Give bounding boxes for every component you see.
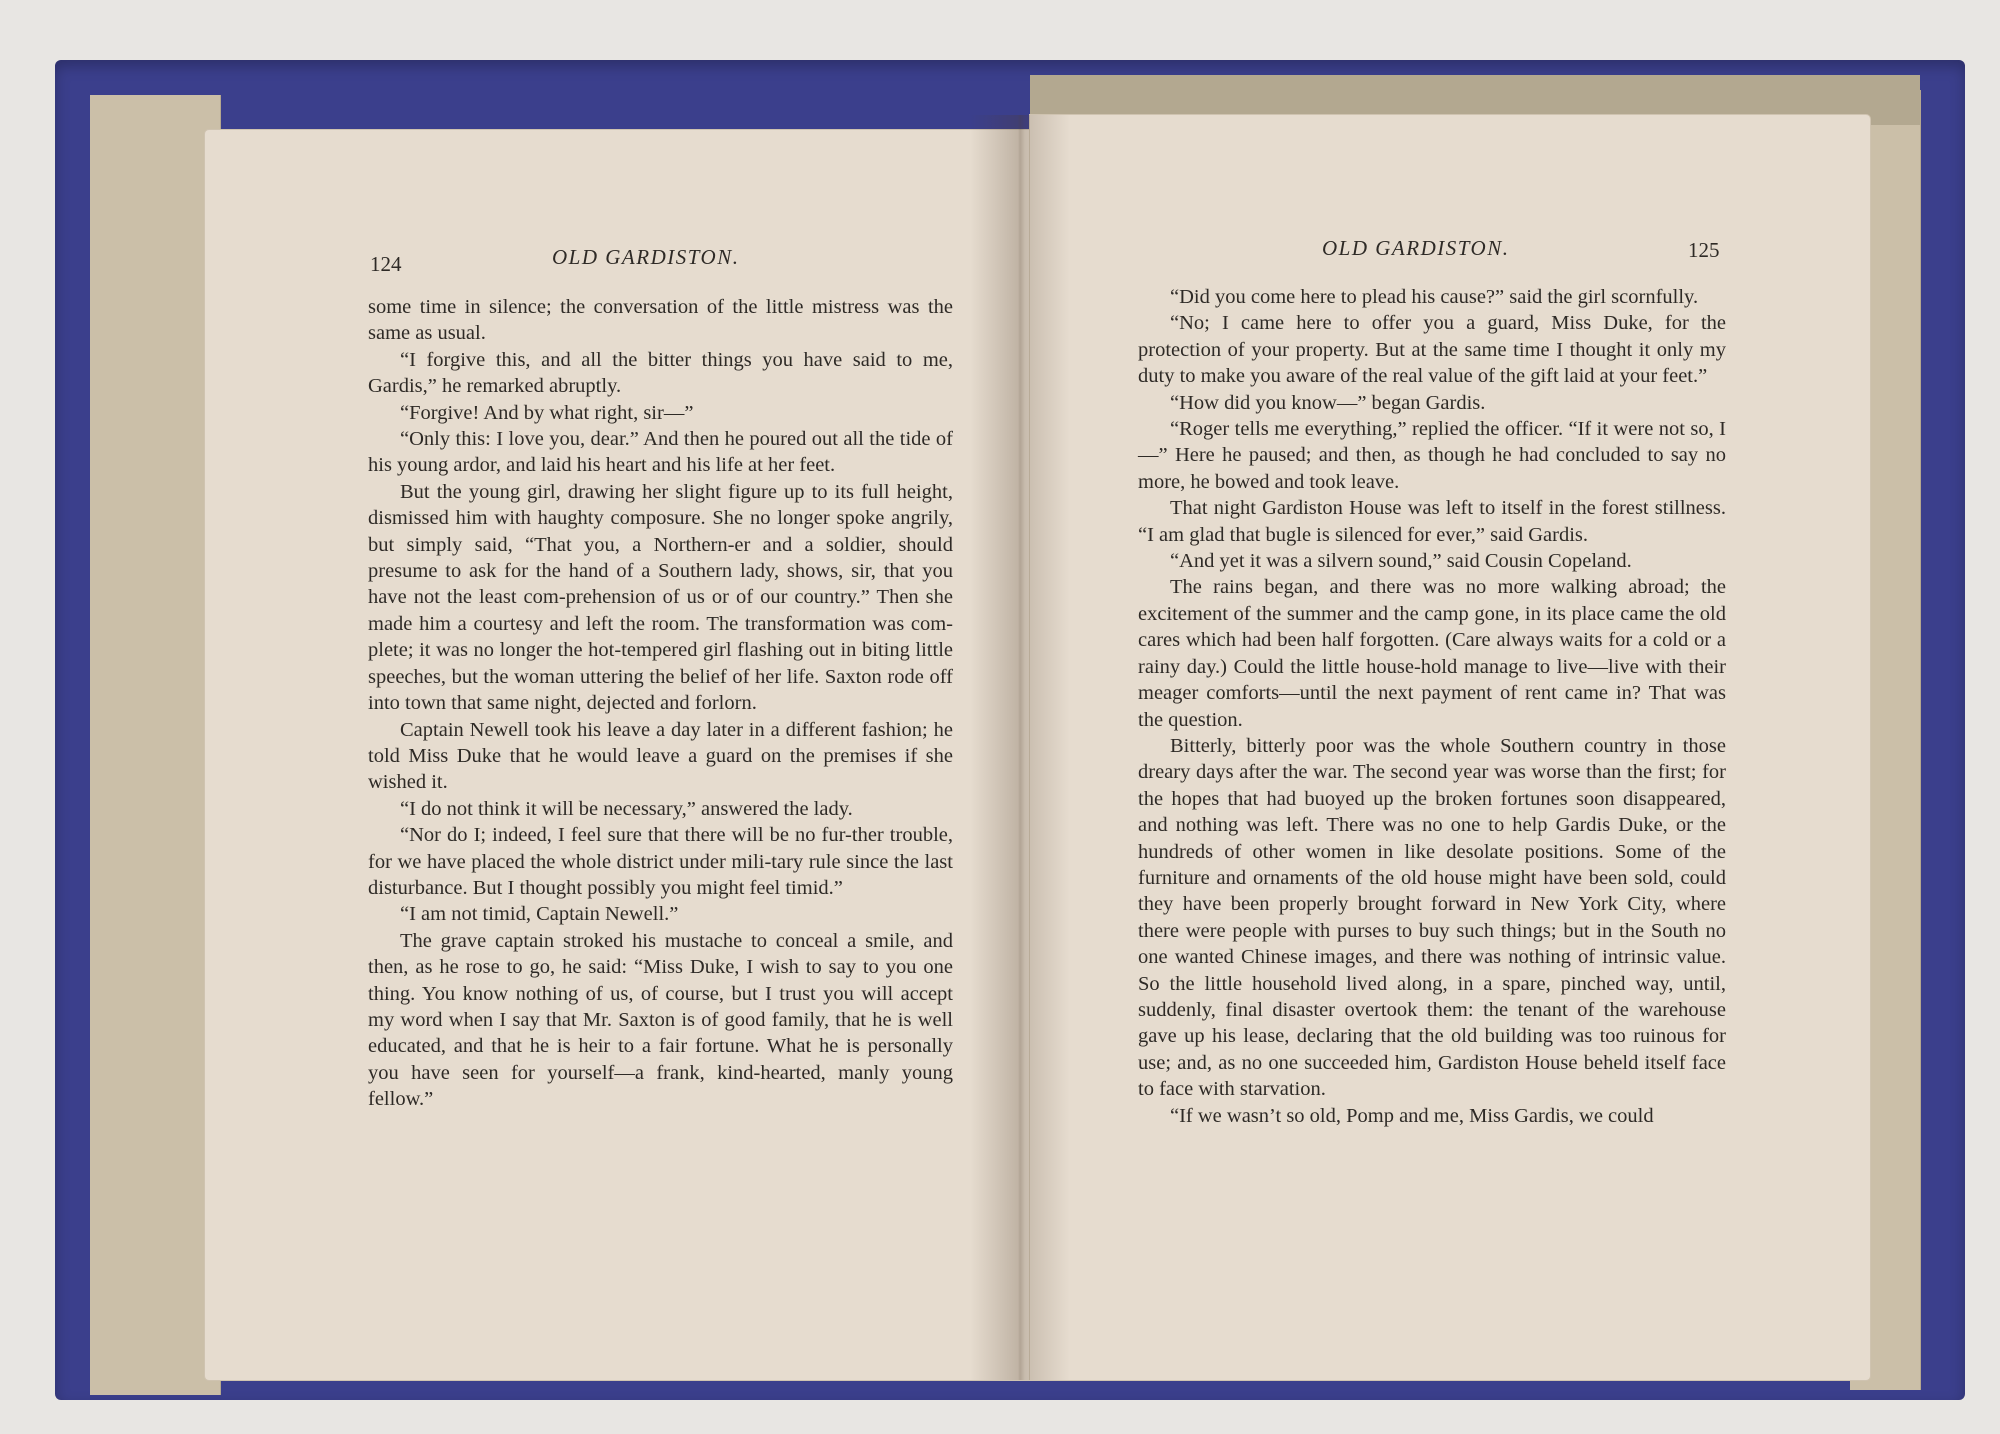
paragraph: “No; I came here to offer you a guard, Miss Duke, for the protection of your property. But at the same time I thought it only my duty to make you aware of the real value of the gift laid at your feet.” [1138,312,1726,388]
paragraph: Captain Newell took his leave a day later in a different fashion; he told Miss Duke that he would leave a guard on the premises if she wished it. [368,718,953,794]
page-edges-left [90,95,221,1395]
paragraph: “I am not timid, Captain Newell.” [400,903,679,926]
paragraph: Bitterly, bitterly poor was the whole Southern country in those dreary days after the war. The second year was worse than the first; for the hopes that had buoyed up the broken fortunes soon disappeared, and nothing was left. There was no one to help Gardis Duke, or the hundreds of other women in like desolate positions. Some of the furniture and ornaments of the old house might have been sold, could they have been properly brought forward in New York City, where there were people with purses to buy such things; but in the South no one wanted Chinese images, and there was nothing of intrinsic value. So the little household lived along, in a spare, pinched way, until, suddenly, final disaster overtook them: the tenant of the warehouse gave up his lease, declaring that the old building was too ruinous for use; and, as no one succeeded him, Gardiston House beheld itself face to face with starvation. [1138,734,1726,1101]
left-page-body [368,294,953,1113]
right-page-body [1138,284,1726,1129]
paragraph: “Forgive! And by what right, sir—” [400,401,694,424]
paragraph: But the young girl, drawing her slight figure up to its full height, dismissed him with haughty composure. She no longer spoke angrily, but simply said, “That you, a Northern-er and a soldier, should presume to ask for the hand of a Southern lady, shows, sir, that you have not the least com-prehension of us or of our country.” Then she made him a courtesy and left the room. The transformation was com-plete; it was no longer the hot-tempered girl flashing out in biting little speeches, but the woman uttering the belief of her life. Saxton rode off into town that same night, dejected and forlorn. [368,480,953,715]
paragraph: “I do not think it will be necessary,” answered the lady. [400,797,853,820]
running-head-left: OLD GARDISTON. [552,245,740,269]
paragraph: “Nor do I; indeed, I feel sure that there will be no fur-ther trouble, for we have placed the whole district under mili-tary rule since the last disturbance. But I thought possibly you might feel timid.” [368,824,953,899]
running-head-right: OLD GARDISTON. [1322,236,1510,260]
paragraph: “How did you know—” began Gardis. [1170,391,1486,414]
paragraph: “Did you come here to plead his cause?” said the girl scornfully. [1170,286,1699,308]
paragraph: “If we wasn’t so old, Pomp and me, Miss Gardis, we could [1170,1104,1654,1127]
page-number-left: 124 [370,252,402,276]
page-number-right: 125 [1688,238,1720,262]
paragraph: “Roger tells me everything,” replied the officer. “If it were not so, I—” Here he paused; and then, as though he had concluded to say no more, he bowed and took leave. [1138,418,1726,493]
book-gutter [970,115,1070,1380]
paragraph: The grave captain stroked his mustache to conceal a smile, and then, as he rose to go, he said: “Miss Duke, I wish to say to you one thing. You know nothing of us, of course, but I trust you will accept my word when I say that Mr. Saxton is of good family, that he is well educated, and that he is heir to a fair fortune. What he is personally you have seen for yourself—a frank, kind-hearted, manly young fellow.” [368,929,953,1111]
paragraph: “Only this: I love you, dear.” And then he poured out all the tide of his young ardor, and laid his heart and his life at her feet. [368,428,953,477]
paragraph: “And yet it was a silvern sound,” said Cousin Copeland. [1170,550,1632,573]
paragraph: The rains began, and there was no more walking abroad; the excitement of the summer and the camp gone, in its place came the old cares which had been half forgotten. (Care always waits for a cold or a rainy day.) Could the little house-hold manage to live—live with their meager comforts—until the next payment of rent came in? That was the question. [1138,576,1726,731]
paragraph: some time in silence; the conversation of the little mistress was the same as usual. [368,296,953,345]
paragraph: That night Gardiston House was left to itself in the forest stillness. “I am glad that bugle is silenced for ever,” said Gardis. [1138,497,1726,546]
paragraph: “I forgive this, and all the bitter things you have said to me, Gardis,” he remarked abruptly. [368,348,953,398]
